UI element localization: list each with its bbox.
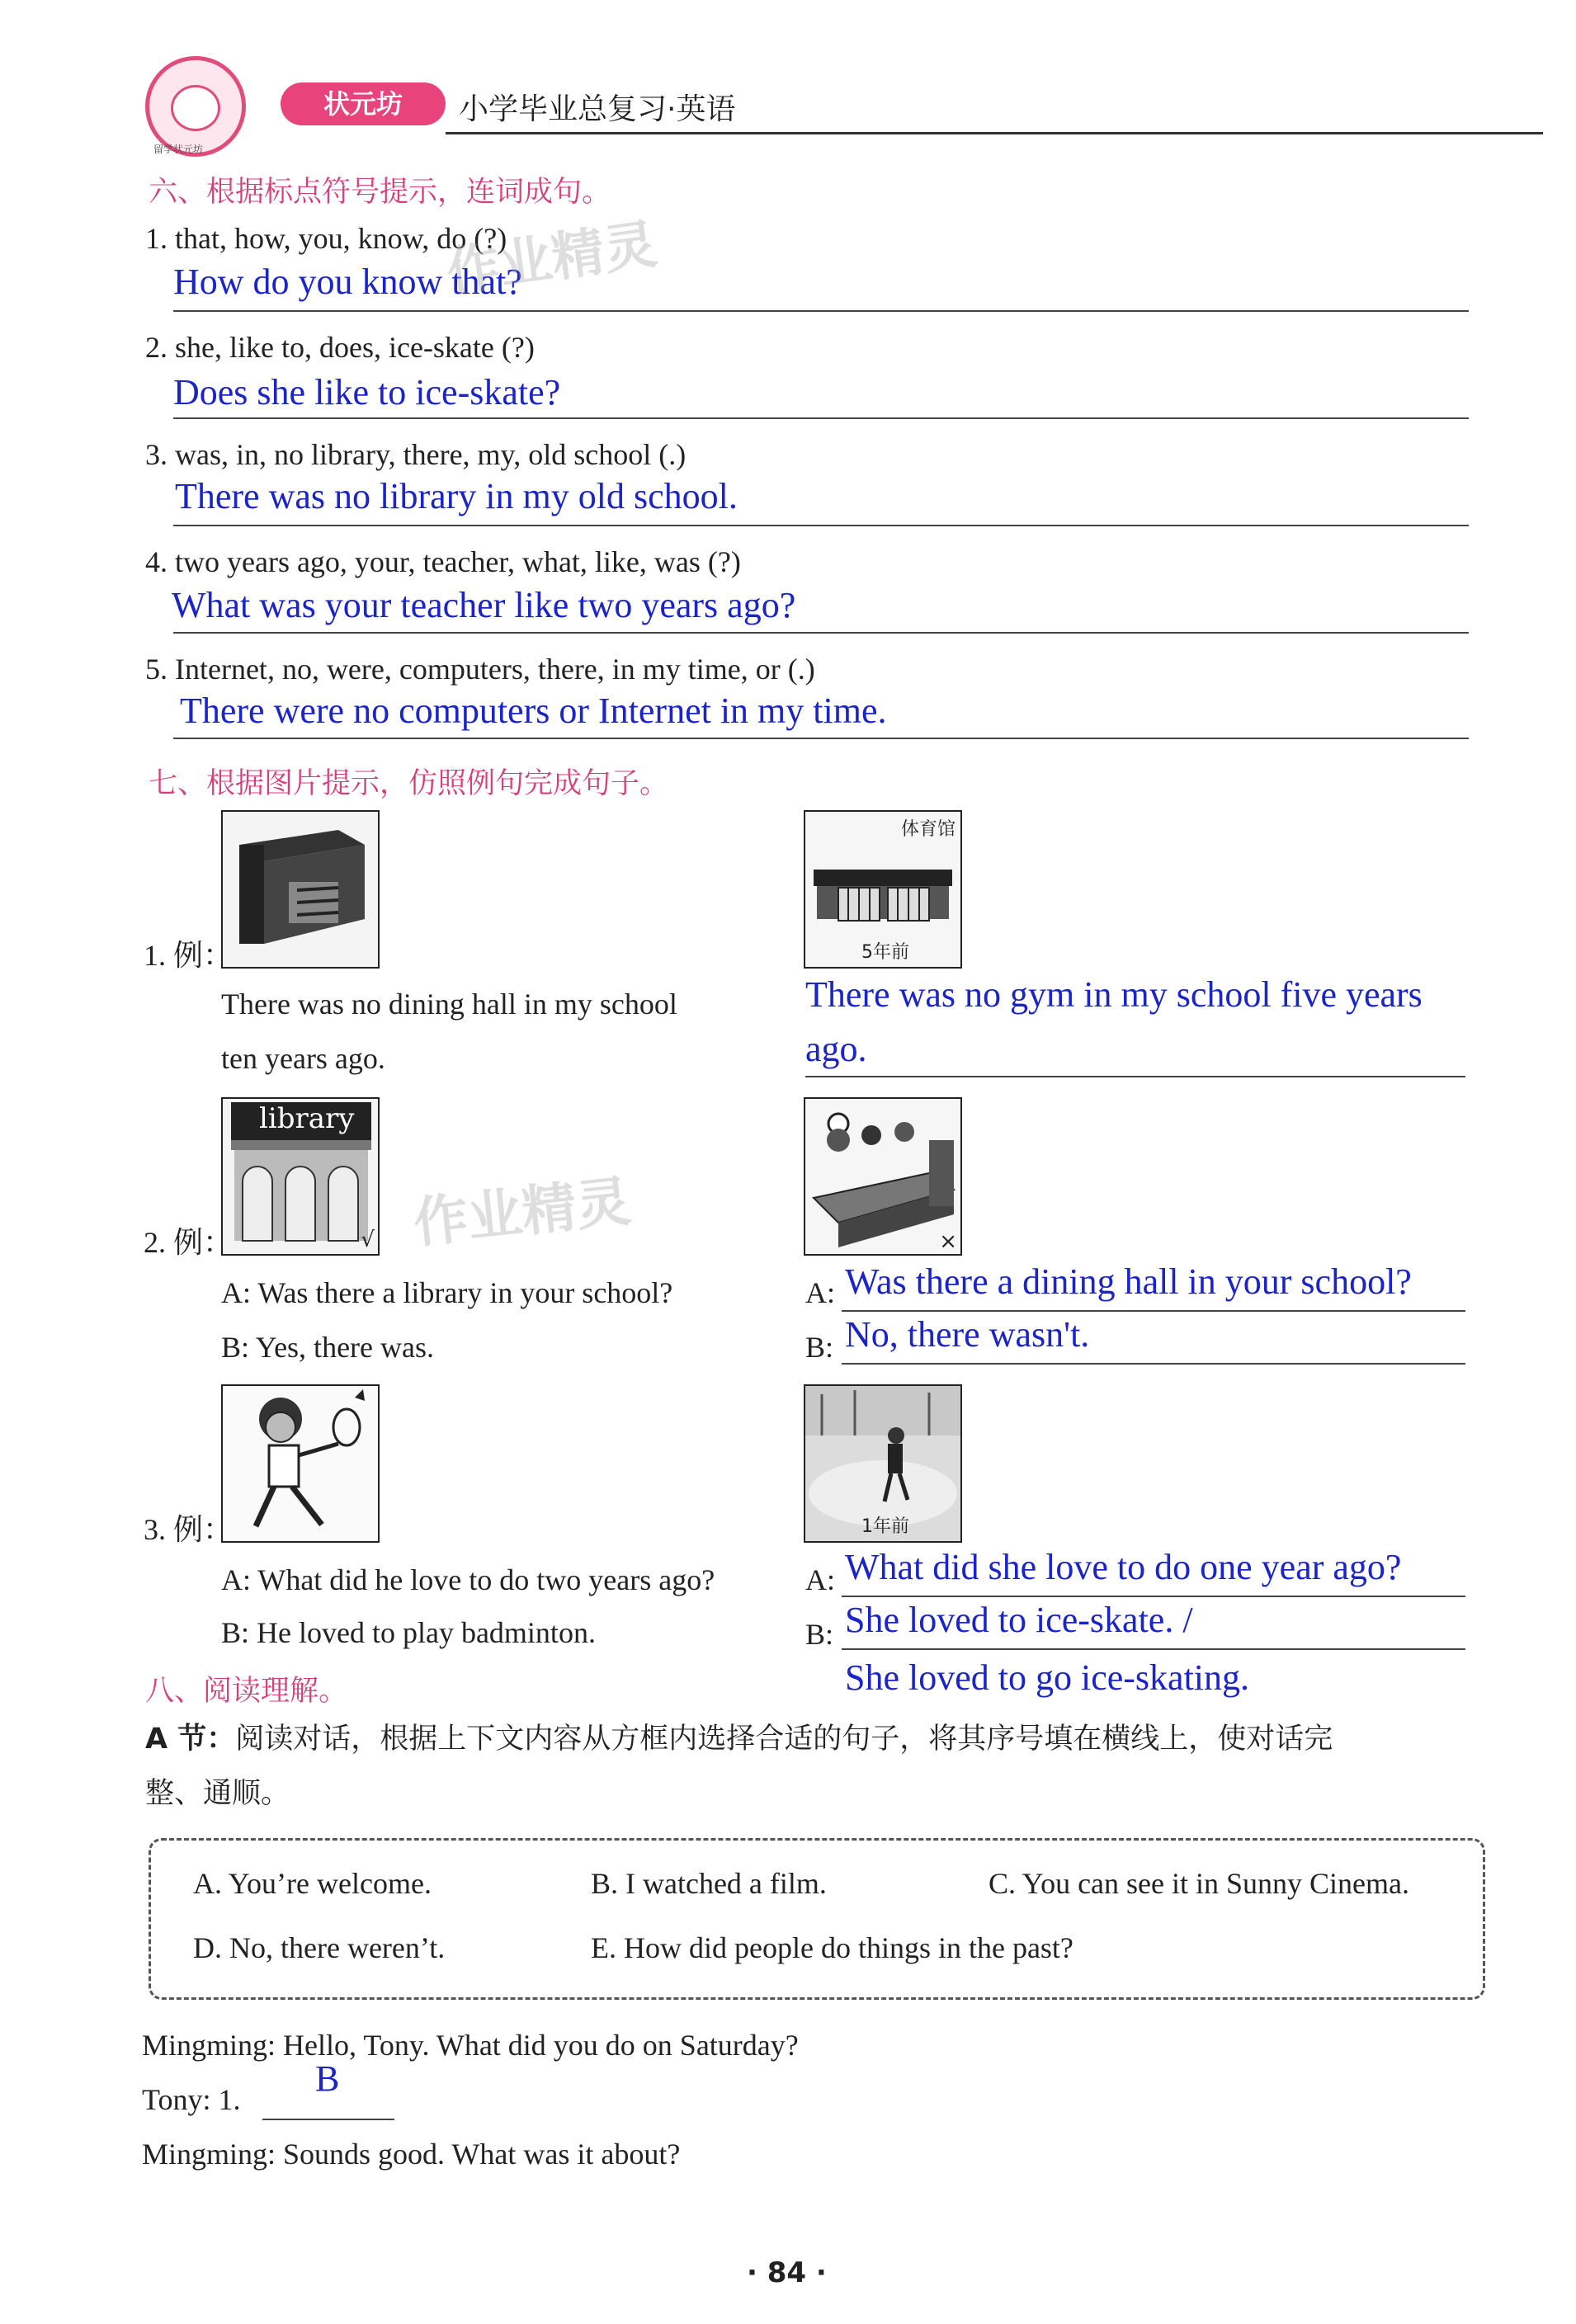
example-sentence: B: He loved to play badminton.	[221, 1616, 596, 1649]
library-picture	[221, 1097, 380, 1256]
cartoon-face-icon	[171, 85, 220, 131]
dining-hall-picture	[221, 810, 380, 969]
b-label: B:	[805, 1618, 834, 1651]
watermark: 作业精灵	[410, 1169, 634, 1256]
handwritten-answer: What did she love to do one year ago?	[845, 1547, 1402, 1587]
handwritten-answer: There were no computers or Internet in my time.	[180, 691, 887, 731]
answer-blank	[262, 2119, 394, 2120]
picture-tag: 体育馆	[900, 819, 956, 840]
option-item: C. You can see it in Sunny Cinema.	[989, 1867, 1409, 1900]
example-sentence: B: Yes, there was.	[221, 1331, 434, 1364]
answer-line	[842, 1363, 1465, 1365]
answer-line	[173, 525, 1469, 526]
instruction	[145, 1716, 1333, 1757]
library-sign: library	[259, 1102, 355, 1135]
picture-caption: 5年前	[861, 942, 909, 963]
answer-line	[842, 1648, 1465, 1650]
handwritten-answer: No, there wasn't.	[845, 1314, 1090, 1355]
question-label: 3. 例：	[144, 1513, 234, 1546]
question-prompt: 1. that, how, you, know, do (?)	[145, 222, 507, 255]
handwritten-answer: How do you know that?	[173, 262, 522, 302]
instruction-text: 整、通顺。	[145, 1777, 290, 1810]
question-prompt: 2. she, like to, does, ice-skate (?)	[145, 331, 535, 364]
answer-line	[173, 632, 1469, 634]
example-sentence: A: What did he love to do two years ago?	[221, 1563, 715, 1596]
handwritten-answer: She loved to go ice-skating.	[845, 1657, 1250, 1698]
answer-line	[842, 1596, 1465, 1597]
answer-line	[173, 417, 1469, 419]
example-sentence: ten years ago.	[221, 1042, 385, 1075]
option-item: B. I watched a film.	[591, 1867, 827, 1900]
header-divider	[446, 132, 1543, 134]
question-prompt: 4. two years ago, your, teacher, what, like, was (?)	[145, 545, 741, 578]
question-label: 1. 例：	[144, 939, 234, 972]
question-prompt: 5. Internet, no, were, computers, there, in my time, or (.)	[145, 653, 815, 686]
cross-mark: ×	[939, 1229, 957, 1254]
answer-line	[805, 1076, 1465, 1077]
dialogue-line: Mingming: Hello, Tony. What did you do on Saturday?	[142, 2029, 799, 2062]
handwritten-answer: There was no library in my old school.	[175, 476, 738, 516]
handwritten-answer: Was there a dining hall in your school?	[845, 1261, 1412, 1302]
section-7-title: 七、根据图片提示，仿照例句完成句子。	[149, 767, 669, 800]
b-label: B:	[805, 1331, 834, 1364]
section-8-title: 八、阅读理解。	[145, 1675, 348, 1708]
question-label: 2. 例：	[144, 1226, 234, 1259]
handwritten-answer: She loved to ice-skate. /	[845, 1600, 1193, 1640]
option-item: E. How did people do things in the past?	[591, 1931, 1073, 1964]
handwritten-answer: ago.	[805, 1029, 867, 1069]
page-number: · 84 ·	[747, 2256, 827, 2289]
example-sentence: There was no dining hall in my school	[221, 988, 677, 1021]
answer-line	[842, 1310, 1465, 1312]
instruction-text: 阅读对话，根据上下文内容从方框内选择合适的句子，将其序号填在横线上，使对话完	[235, 1723, 1333, 1756]
gym-picture	[804, 810, 962, 969]
section-6-title: 六、根据标点符号提示，连词成句。	[149, 176, 611, 209]
a-label: A:	[805, 1563, 835, 1596]
handwritten-answer: There was no gym in my school five years	[805, 974, 1423, 1015]
check-mark: √	[361, 1228, 375, 1252]
ice-skating-picture	[804, 1384, 962, 1543]
dialogue-line: Tony: 1.	[142, 2083, 241, 2116]
dining-hall-scene-picture	[804, 1097, 962, 1256]
a-label: A:	[805, 1276, 835, 1309]
dialogue-line: Mingming: Sounds good. What was it about?	[142, 2138, 681, 2171]
handwritten-answer: What was your teacher like two years ago?	[172, 585, 796, 625]
logo-caption: 留学状元坊	[153, 144, 204, 155]
example-sentence: A: Was there a library in your school?	[221, 1276, 673, 1309]
option-item: A. You’re welcome.	[193, 1867, 432, 1900]
option-item: D. No, there weren’t.	[193, 1931, 446, 1964]
watermark: 作业精灵	[442, 214, 661, 304]
brand-tag: 状元坊	[281, 82, 446, 125]
options-box	[149, 1838, 1485, 2000]
question-prompt: 3. was, in, no library, there, my, old school (.)	[145, 438, 687, 471]
badminton-picture	[221, 1384, 380, 1543]
answer-line	[173, 310, 1469, 312]
answer-line	[173, 738, 1469, 739]
book-title: 小学毕业总复习·英语	[459, 92, 736, 126]
picture-caption: 1年前	[861, 1516, 909, 1537]
part-a-label: A 节：	[145, 1723, 236, 1756]
handwritten-answer: Does she like to ice-skate?	[173, 372, 561, 412]
handwritten-answer: B	[315, 2058, 340, 2099]
